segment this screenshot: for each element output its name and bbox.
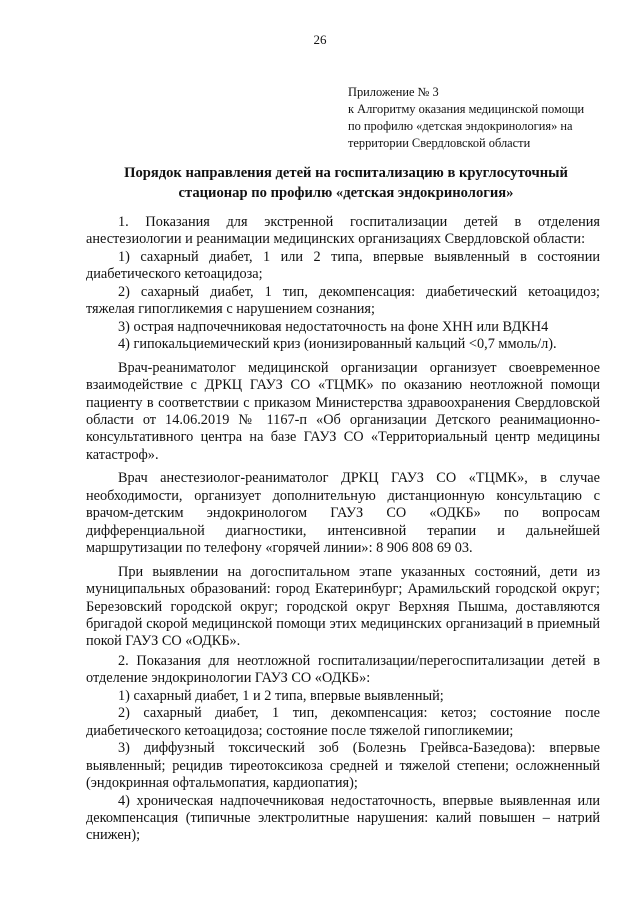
paragraph-item: 4) хроническая надпочечниковая недостаточность, впервые выявленная или декомпенсация (типичные электролитные нарушения: калий повышен – натрий снижен); (86, 792, 600, 844)
paragraph-section-2: 2. Показания для неотложной госпитализации/перегоспитализации детей в отделение эндокринологии ГАУЗ СО «ОДКБ»: (86, 652, 600, 687)
paragraph-item: 1) сахарный диабет, 1 или 2 типа, впервые выявленный в состоянии диабетического кетоацидоза; (86, 248, 600, 283)
appendix-line: к Алгоритму оказания медицинской помощи (348, 102, 585, 116)
paragraph-text: Врач анестезиолог-реаниматолог ДРКЦ ГАУЗ СО «ТЦМК», в случае необходимости, организует дополнительную дистанционную консультацию с врачом-детским эндокринологом ГАУЗ СО «ОДКБ» по вопросам дифференциальной диагностики, интенсивной терапии и дальнейшей маршрутизации по телефону «горячей линии»: 8 906 808 69 03. (86, 470, 600, 557)
title-line: стационар по профилю «детская эндокринология» (178, 185, 514, 201)
paragraph-item: 2) сахарный диабет, 1 тип, декомпенсация: кетоз; состояние после диабетического кетоацидоза; состояние после тяжелой гипогликемии; (86, 705, 600, 739)
paragraph-text: При выявлении на догоспитальном этапе указанных состояний, дети из муниципальных образований: город Екатеринбург; Арамильский городской округ; Березовский городской округ; городской округ Верхняя Пышма, доставляются бригадой скорой медицинской помощи этих медицинских организаций в приемный покой ГАУЗ СО «ОДКБ». (86, 563, 600, 650)
paragraph-item: 3) диффузный токсический зоб (Болезнь Грейвса-Базедова): впервые выявленный; рецидив тиреотоксикоза средней и тяжелой степени; осложненный (эндокринная офтальмопатия, кардиопатия); (86, 740, 600, 792)
paragraph-item: 1) сахарный диабет, 1 и 2 типа, впервые выявленный; (118, 687, 444, 704)
paragraph-section-1: 1. Показания для экстренной госпитализации детей в отделения анестезиологии и реанимации медицинских организациях Свердловской области: (86, 214, 600, 248)
paragraph-item: 3) острая надпочечниковая недостаточность на фоне ХНН или ВДКН4 (118, 318, 549, 335)
paragraph-item: 4) гипокальциемический криз (ионизированный кальций <0,7 ммоль/л). (118, 336, 557, 353)
paragraph-text: Врач-реаниматолог медицинской организации организует своевременное взаимодействие с ДРКЦ ГАУЗ СО «ТЦМК» по оказанию неотложной помощи пациенту в соответствии с приказом Министерства здравоохранения Свердловской области от 14.06.2019 № 1167-п «Об организации Детского реанимационно-консультативного центра на базе ГАУЗ СО «Территориальный центр медицины катастроф». (86, 359, 600, 463)
appendix-line: Приложение № 3 (348, 85, 439, 99)
page-number: 26 (313, 32, 327, 47)
title-line: Порядок направления детей на госпитализацию в круглосуточный (124, 165, 568, 181)
paragraph-item: 2) сахарный диабет, 1 тип, декомпенсация: диабетический кетоацидоз; тяжелая гипогликемия с нарушением сознания; (86, 283, 600, 318)
document-body (86, 214, 600, 845)
appendix-header (348, 84, 618, 152)
appendix-line: по профилю «детская эндокринология» на (348, 119, 573, 133)
document-title (86, 163, 606, 203)
appendix-line: территории Свердловской области (348, 136, 531, 150)
